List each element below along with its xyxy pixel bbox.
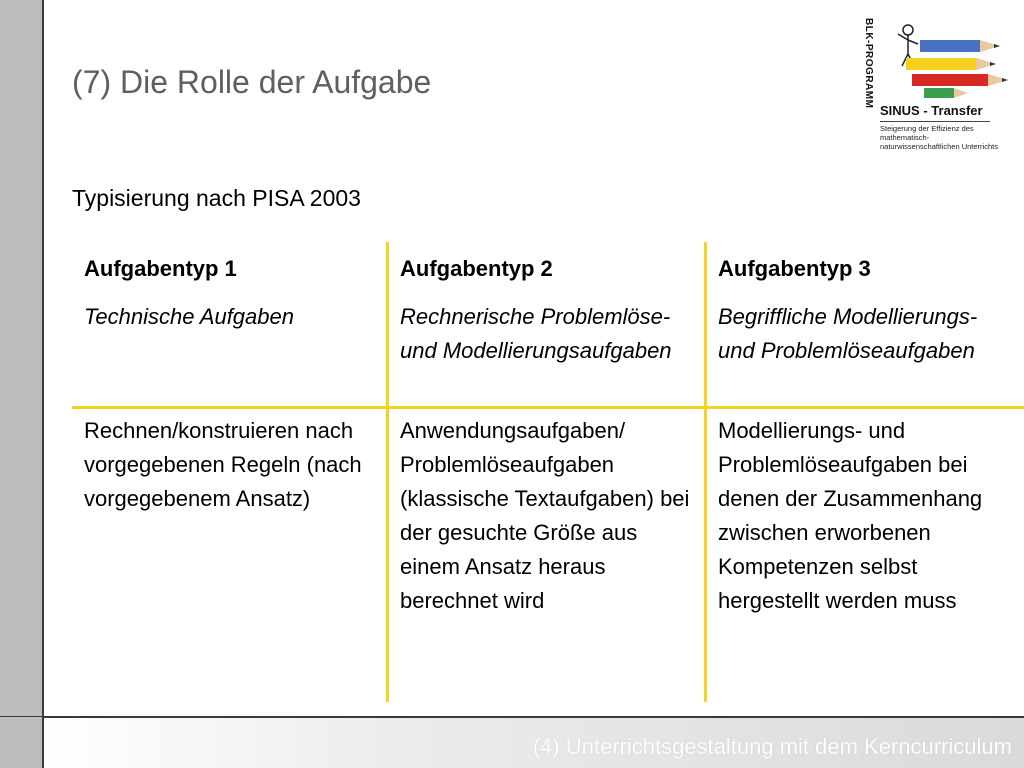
footer-text: (4) Unterrichtsgestaltung mit dem Kerncurriculum [532,734,1012,759]
column-divider-1 [386,242,389,702]
logo-divider [880,121,990,122]
logo-tagline: Steigerung der Effizienz des mathematisch-naturwissenschaftlichen Unterrichts [880,124,998,151]
logo-name: SINUS - Transfer [880,103,983,118]
column-3-heading: Aufgabentyp 3 [718,256,871,281]
column-2-description: Anwendungsaufgaben/ Problemlöseaufgaben (klassische Textaufgaben) bei der gesuchte Größe aus einem Ansatz heraus berechnet wird [400,418,690,613]
column-1-type: Technische Aufgaben [84,304,294,329]
sinus-logo [858,14,1008,154]
footer-bar [46,718,1024,768]
column-1-description: Rechnen/konstruieren nach vorgegebenen Regeln (nach vorgegebenem Ansatz) [84,418,362,511]
column-divider-2 [704,242,707,702]
slide-subtitle: Typisierung nach PISA 2003 [72,185,361,211]
left-sidebar [0,0,44,768]
column-1-heading: Aufgabentyp 1 [84,256,237,281]
logo-vertical-text: BLK-PROGRAMM [863,18,874,109]
sidebar-divider [0,716,44,717]
row-divider [72,406,1024,409]
slide-title: (7) Die Rolle der Aufgabe [72,64,432,100]
column-2-type: Rechnerische Problemlöse- und Modellierungsaufgaben [400,304,672,363]
column-3-type: Begriffliche Modellierungs- und Problemlöseaufgaben [718,304,978,363]
pencils-icon [872,14,1022,104]
column-3-description: Modellierungs- und Problemlöseaufgaben bei denen der Zusammenhang zwischen erworbenen Kompetenzen selbst hergestellt werden muss [718,418,983,613]
column-2-heading: Aufgabentyp 2 [400,256,553,281]
